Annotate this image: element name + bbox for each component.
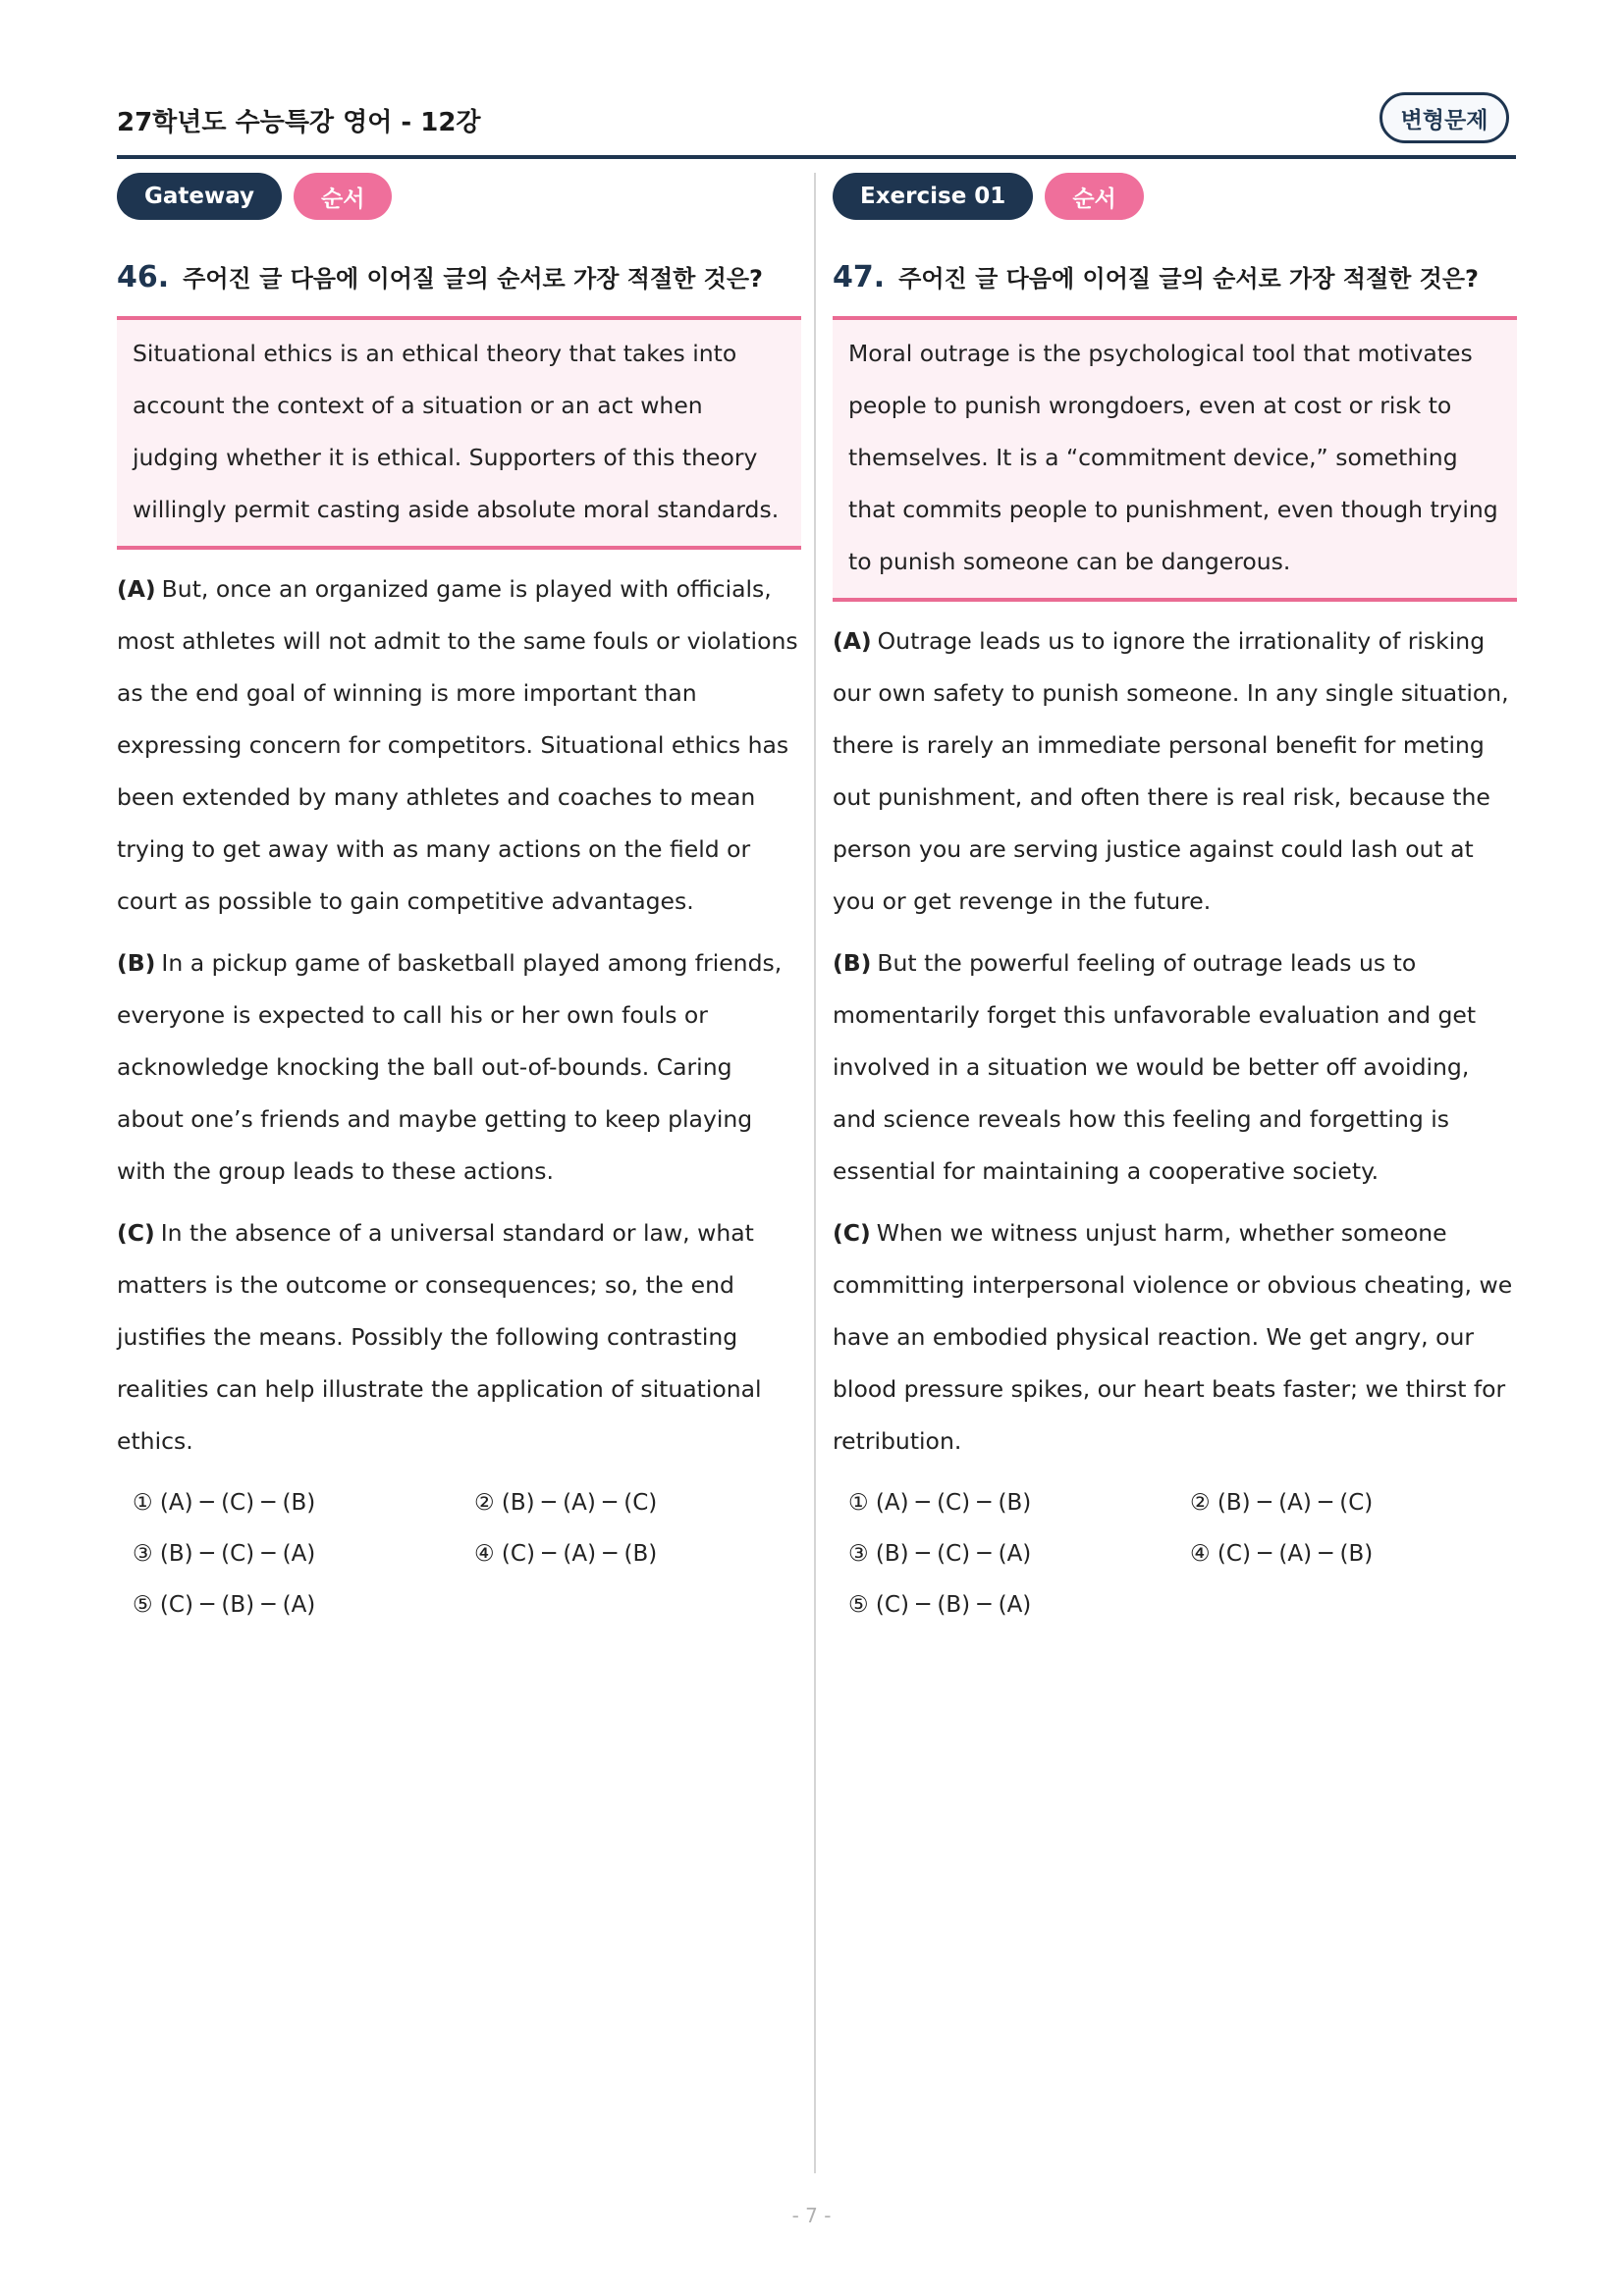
exercise-tag: Exercise 01 bbox=[833, 173, 1033, 220]
given-passage: Situational ethics is an ethical theory that takes into account the context of a situation or an act when judging whether it is ethical. Supporters of this theory willingly permit casting aside absolute moral standards. bbox=[133, 340, 780, 523]
question-number: 47. bbox=[833, 260, 886, 294]
answer-option-3[interactable]: ③ (B) ─ (C) ─ (A) bbox=[133, 1541, 316, 1567]
answer-option-5[interactable]: ⑤ (C) ─ (B) ─ (A) bbox=[133, 1592, 316, 1618]
paragraph-text: Outrage leads us to ignore the irrationality of risking our own safety to punish someone. In any single situation, there is rarely an immediate personal benefit for meting out punishment, and often there is real risk, because the person you are serving justice against could lash out at you or get revenge in the future. bbox=[833, 627, 1509, 915]
paragraph-a bbox=[117, 563, 801, 928]
answer-option-5[interactable]: ⑤ (C) ─ (B) ─ (A) bbox=[848, 1592, 1032, 1618]
paragraph-b bbox=[833, 937, 1517, 1198]
paragraph-c bbox=[117, 1207, 801, 1468]
paragraph-text: When we witness unjust harm, whether someone committing interpersonal violence or obvious cheating, we have an embodied physical reaction. We get angry, our blood pressure spikes, our heart beats faster; we thirst for retribution. bbox=[833, 1219, 1513, 1455]
answer-option-4[interactable]: ④ (C) ─ (A) ─ (B) bbox=[1190, 1541, 1374, 1567]
paragraph-text: But, once an organized game is played with officials, most athletes will not admit to the same fouls or violations as the end goal of winning is more important than expressing concern for competitors. Situational ethics has been extended by many athletes and coaches to mean trying to get away with as many actions on the field or court as possible to gain competitive advantages. bbox=[117, 575, 798, 915]
order-type-tag: 순서 bbox=[294, 173, 392, 220]
gateway-tag: Gateway bbox=[117, 173, 282, 220]
paragraph-c bbox=[833, 1207, 1517, 1468]
paragraph-a bbox=[833, 615, 1517, 928]
given-passage: Moral outrage is the psychological tool that motivates people to punish wrongdoers, even at cost or risk to themselves. It is a “commitment device,” something that commits people to punishment, even though trying to punish someone can be dangerous. bbox=[848, 340, 1498, 575]
question-46-column bbox=[117, 173, 801, 1625]
page-number: - 7 - bbox=[791, 2204, 832, 2227]
paragraph-label: (C) bbox=[117, 1219, 155, 1247]
answer-options bbox=[117, 1483, 801, 1625]
order-type-tag: 순서 bbox=[1045, 173, 1143, 220]
question-tags bbox=[117, 173, 801, 222]
answer-options bbox=[833, 1483, 1517, 1625]
paragraph-b bbox=[117, 937, 801, 1198]
answer-option-2[interactable]: ② (B) ─ (A) ─ (C) bbox=[1190, 1490, 1374, 1516]
question-47-column bbox=[833, 173, 1517, 1625]
question-number: 46. bbox=[117, 260, 170, 294]
paragraph-label: (B) bbox=[117, 949, 156, 977]
question-heading bbox=[833, 259, 1517, 308]
question-prompt: 주어진 글 다음에 이어질 글의 순서로 가장 적절한 것은? bbox=[898, 265, 1479, 293]
paragraph-label: (B) bbox=[833, 949, 872, 977]
question-prompt: 주어진 글 다음에 이어질 글의 순서로 가장 적절한 것은? bbox=[183, 265, 763, 293]
paragraph-label: (A) bbox=[117, 575, 156, 603]
paragraph-label: (A) bbox=[833, 627, 872, 655]
page-header-title: 27학년도 수능특강 영어 - 12강 bbox=[117, 108, 481, 137]
paragraph-text: In the absence of a universal standard or law, what matters is the outcome or consequences; so, the end justifies the means. Possibly the following contrasting realities can help illustrate the application of situational ethics. bbox=[117, 1219, 762, 1455]
question-heading bbox=[117, 259, 801, 308]
answer-option-1[interactable]: ① (A) ─ (C) ─ (B) bbox=[133, 1490, 316, 1516]
paragraph-text: But the powerful feeling of outrage leads us to momentarily forget this unfavorable evaluation and get involved in a situation we would be better off avoiding, and science reveals how this feeling and forgetting is essential for maintaining a cooperative society. bbox=[833, 949, 1477, 1185]
question-tags bbox=[833, 173, 1517, 222]
problem-type-badge: 변형문제 bbox=[1380, 92, 1509, 143]
answer-option-1[interactable]: ① (A) ─ (C) ─ (B) bbox=[848, 1490, 1032, 1516]
answer-option-2[interactable]: ② (B) ─ (A) ─ (C) bbox=[474, 1490, 658, 1516]
answer-option-4[interactable]: ④ (C) ─ (A) ─ (B) bbox=[474, 1541, 658, 1567]
answer-option-3[interactable]: ③ (B) ─ (C) ─ (A) bbox=[848, 1541, 1032, 1567]
given-passage-box bbox=[117, 316, 801, 550]
header-divider bbox=[117, 155, 1516, 159]
given-passage-box bbox=[833, 316, 1517, 602]
paragraph-text: In a pickup game of basketball played among friends, everyone is expected to call his or her own fouls or acknowledge knocking the ball out-of-bounds. Caring about one’s friends and maybe getting to keep playing with the group leads to these actions. bbox=[117, 949, 783, 1185]
column-divider bbox=[814, 173, 816, 2173]
paragraph-label: (C) bbox=[833, 1219, 871, 1247]
